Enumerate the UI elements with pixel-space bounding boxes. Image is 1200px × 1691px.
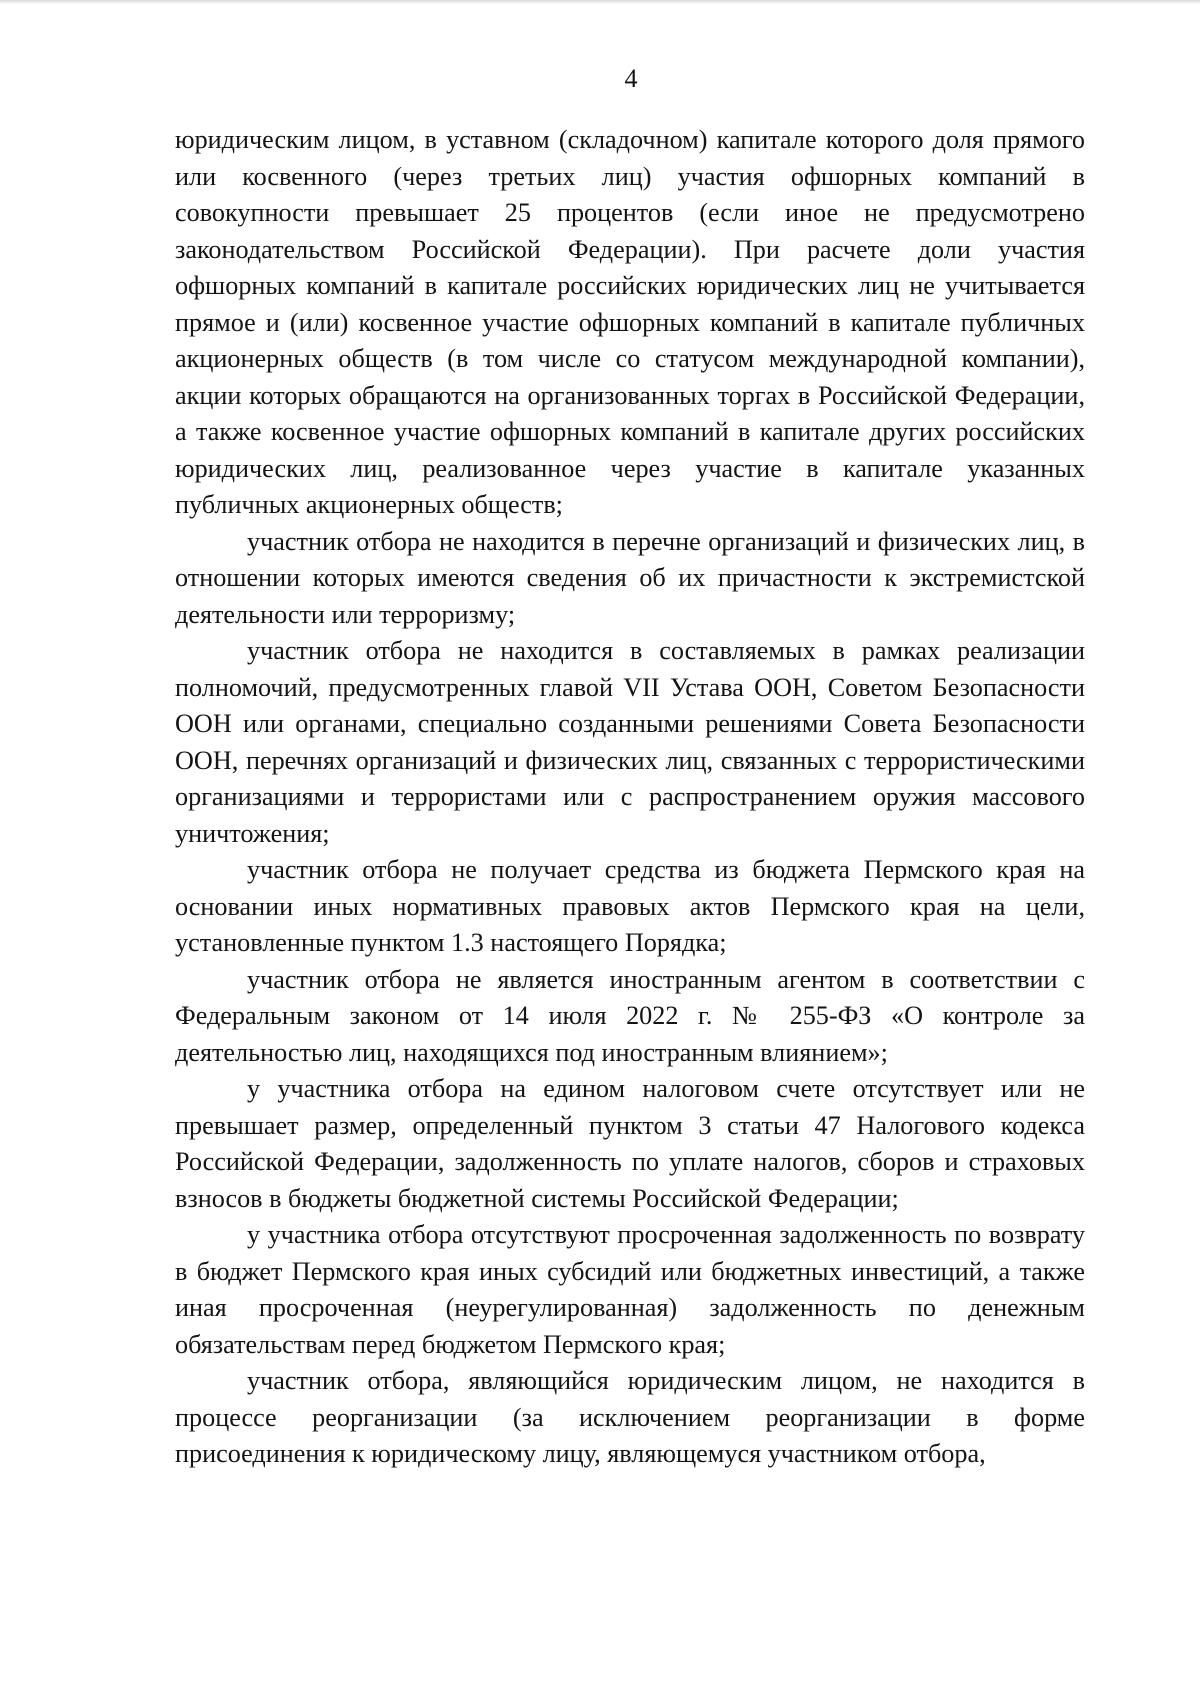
paragraph-reorganization: участник отбора, являющийся юридическим лицом, не находится в процессе реорганизации (за исключением реорганизации в форме присоединения к юридическому лицу, являющемуся участником отбора, [175, 1366, 1085, 1468]
paragraph-no-budget-funds: участник отбора не получает средства из бюджета Пермского края на основании иных нормативных правовых актов Пермского края на цели, установленные пунктом 1.3 настоящего Порядка; [175, 855, 1085, 957]
paragraph-overdue-debt: у участника отбора отсутствуют просроченная задолженность по возврату в бюджет Пермского края иных субсидий или бюджетных инвестиций, а также иная просроченная (неурегулированная) задолженность по денежным обязательствам перед бюджетом Пермского края; [175, 1220, 1085, 1359]
paragraph-extremism-list: участник отбора не находится в перечне организаций и физических лиц, в отношении которых имеются сведения об их причастности к экстремистской деятельности или терроризму; [175, 526, 1085, 629]
page-number: 4 [624, 64, 638, 93]
paragraph-foreign-agent: участник отбора не является иностранным агентом в соответствии с Федеральным законом от 14 июля 2022 г. № 255-ФЗ «О контроле за деятельностью лиц, находящихся под иностранным влиянием»; [175, 964, 1085, 1067]
paragraph-un-security-council-list: участник отбора не находится в составляемых в рамках реализации полномочий, предусмотренных главой VII Устава ООН, Советом Безопасности ООН или органами, специально созданными решениями Совета Безопасности ООН, перечнях организаций и физических лиц, связанных с террористическими организациями и террористами или с распространением оружия массового уничтожения; [175, 636, 1085, 848]
paragraph-offshore-participation: юридическим лицом, в уставном (складочном) капитале которого доля прямого или косвенного (через третьих лиц) участия офшорных компаний в совокупности превышает 25 процентов (если иное не предусмотрено законодательством Российской Федерации). При расчете доли участия офшорных компаний в капитале российских юридических лиц не учитывается прямое и (или) косвенное участие офшорных компаний в капитале публичных акционерных обществ (в том числе со статусом международной компании), акции которых обращаются на организованных торгах в Российской Федерации, а также косвенное участие офшорных компаний в капитале других российских юридических лиц, реализованное через участие в капитале указанных публичных акционерных обществ; [175, 125, 1085, 519]
paragraph-tax-debt: у участника отбора на едином налоговом счете отсутствует или не превышает размер, определенный пунктом 3 статьи 47 Налогового кодекса Российской Федерации, задолженность по уплате налогов, сборов и страховых взносов в бюджеты бюджетной системы Российской Федерации; [175, 1074, 1085, 1213]
scan-edge [0, 0, 1200, 4]
document-body [175, 122, 1085, 1473]
